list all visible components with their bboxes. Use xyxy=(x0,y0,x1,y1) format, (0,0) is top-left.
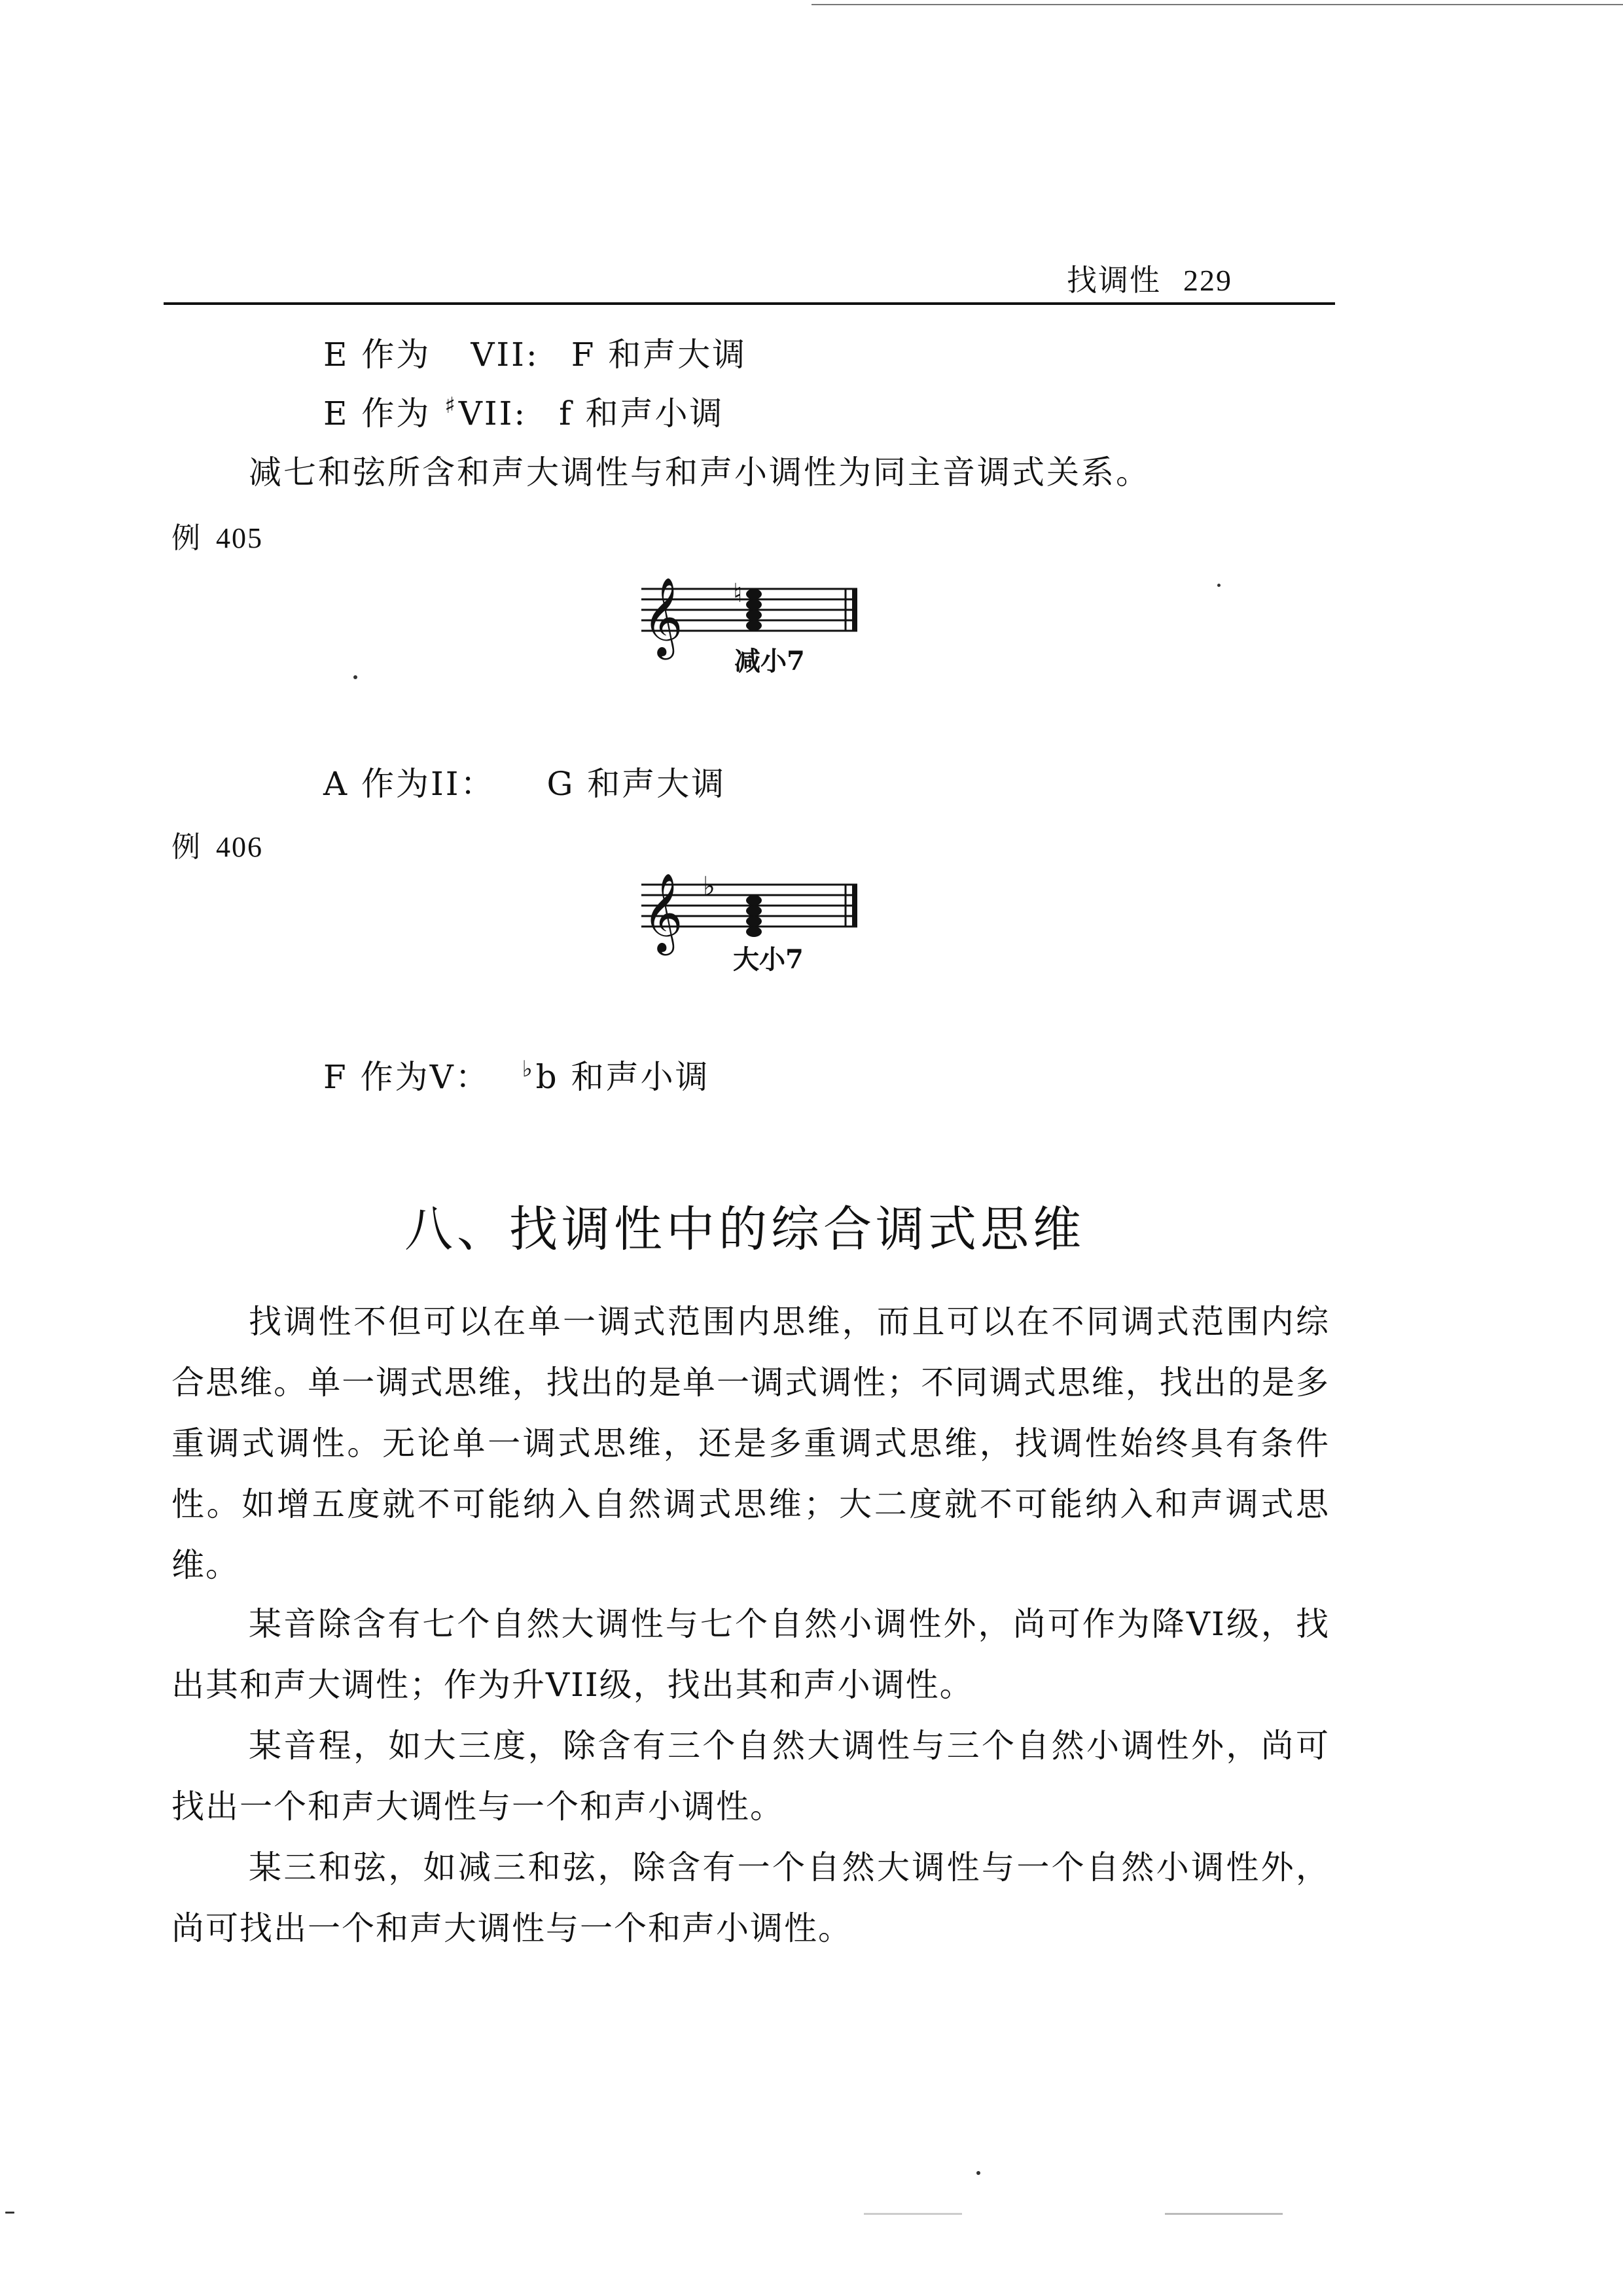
as-text: 作为 xyxy=(360,1058,430,1096)
scan-speck xyxy=(353,675,357,679)
degree: VII: xyxy=(471,336,539,374)
result-key: b 和声小调 xyxy=(535,1058,710,1096)
header-rule xyxy=(164,302,1335,305)
sharp-sign: ♯ xyxy=(444,393,457,419)
note-letter: A xyxy=(323,765,349,803)
scan-speck xyxy=(864,2213,962,2215)
example-406-label xyxy=(171,823,263,865)
section-title: 八、找调性中的综合调式思维 xyxy=(404,1201,1085,1258)
chord-label: 大小7 xyxy=(733,944,804,975)
example-number: 405 xyxy=(216,522,263,554)
treble-clef-icon: 𝄞 xyxy=(643,872,683,952)
paragraph-3: 某音程，如大三度，除含有三个自然大调性与三个自然小调性外，尚可找出一个和声大调性与一个和声小调性。 xyxy=(171,1727,1330,1826)
as-text: 作为 xyxy=(361,336,431,374)
example-number: 406 xyxy=(216,831,263,863)
paragraph-1: 找调性不但可以在单一调式范围内思维，而且可以在不同调式范围内综合思维。单一调式思维，找出的是单一调式调性；不同调式思维，找出的是多重调式调性。无论单一调式思维，还是多重调式思维，找调性始终具有条件性。如增五度就不可能纳入自然调式思维；大二度就不可能纳入和声调式思维。 xyxy=(171,1303,1330,1584)
scan-speck xyxy=(976,2171,980,2175)
result-key: G 和声大调 xyxy=(546,765,726,803)
page-number: 229 xyxy=(1183,264,1232,297)
scan-speck xyxy=(5,2212,14,2214)
note-letter: E xyxy=(323,395,349,433)
treble-clef-icon: 𝄞 xyxy=(643,576,683,656)
top-edge-line xyxy=(812,4,1623,5)
scan-speck xyxy=(1165,2213,1283,2215)
degree: II： xyxy=(431,765,495,803)
note-letter: F xyxy=(323,1058,348,1096)
as-text: 作为 xyxy=(361,395,431,433)
paragraph-4: 某三和弦，如减三和弦，除含有一个自然大调性与一个自然小调性外，尚可找出一个和声大调性与一个和声小调性。 xyxy=(171,1848,1330,1947)
note-letter: E xyxy=(323,336,349,374)
line-a-ii xyxy=(323,758,726,805)
line-e-vii xyxy=(323,328,747,376)
result-key: F 和声大调 xyxy=(571,336,747,374)
example-405-label xyxy=(171,514,263,556)
example-word: 例 xyxy=(171,521,202,555)
running-header xyxy=(1067,256,1232,300)
line-e-sharp-vii xyxy=(323,387,724,434)
degree: VII: xyxy=(458,395,527,433)
example-405-staff xyxy=(635,569,883,687)
result-key: f 和声小调 xyxy=(559,395,724,433)
header-title: 找调性 xyxy=(1067,262,1161,298)
flat-sign: ♭ xyxy=(522,1056,535,1082)
line-f-v xyxy=(323,1051,710,1098)
scan-speck xyxy=(1217,584,1221,587)
example-word: 例 xyxy=(171,830,202,864)
as-text: 作为 xyxy=(361,765,431,803)
flat-sign: ♭ xyxy=(703,872,715,902)
chord-label: 减小7 xyxy=(734,646,805,677)
summary-line: 减七和弦所含和声大调性与和声小调性为同主音调式关系。 xyxy=(249,453,1150,491)
natural-sign: ♮ xyxy=(733,578,743,609)
example-406-staff xyxy=(635,862,883,980)
degree: V： xyxy=(429,1058,490,1096)
paragraph-2: 某音除含有七个自然大调性与七个自然小调性外，尚可作为降VI级，找出其和声大调性；作为升VII级，找出其和声小调性。 xyxy=(171,1605,1330,1704)
